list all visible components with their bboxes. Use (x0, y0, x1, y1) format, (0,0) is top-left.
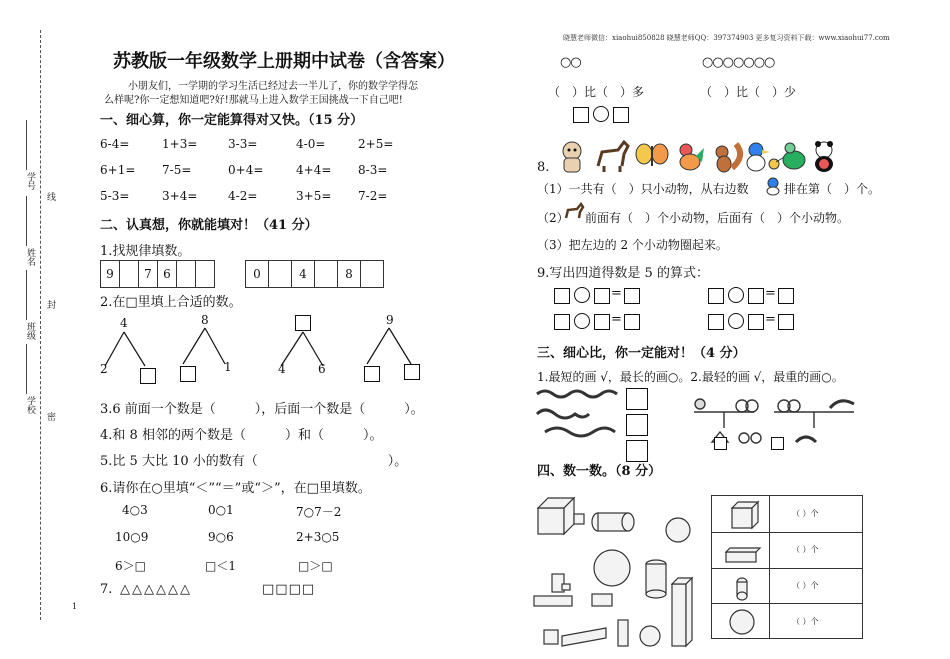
calc-cell: 6+1= (100, 163, 136, 177)
eq-box[interactable] (624, 314, 640, 330)
compare-item[interactable]: 10○9 (115, 530, 149, 544)
tree-3 (281, 332, 323, 366)
seq-cell[interactable] (120, 261, 139, 287)
count-answer[interactable]: （ ）个 (792, 545, 819, 554)
tree-3-top-box[interactable] (295, 315, 311, 331)
tree-1-right-box[interactable] (140, 368, 156, 384)
tree-3-right: 6 (318, 362, 326, 376)
q8-part3: （3）把左边的 2 个小动物圈起来。 (537, 238, 728, 252)
compare-item[interactable]: 7○7－2 (296, 505, 342, 519)
rooster-icon (680, 144, 704, 170)
binding-dashed-line (40, 30, 41, 620)
tree-3-left: 4 (278, 362, 286, 376)
calc-cell: 6-4= (100, 137, 130, 151)
scale-answer-box[interactable] (714, 437, 727, 450)
q8-part1-end: 排在第（ ）个。 (784, 182, 881, 196)
eq-box[interactable] (748, 314, 764, 330)
calc-cell: 4-0= (296, 137, 326, 151)
side-label-secret: 密 (45, 412, 55, 421)
seq-cell[interactable] (269, 261, 292, 287)
sequence-2 (245, 260, 384, 288)
circles-row-b: ○○○○○○○ (702, 55, 775, 70)
calc-cell: 8-3= (358, 163, 388, 177)
compare-item[interactable]: 9○6 (208, 530, 234, 544)
eq-box[interactable] (708, 314, 724, 330)
student-id-blank[interactable] (26, 120, 27, 170)
section1-heading: 一、细心算，你一定能算得对又快。（15 分） (100, 113, 364, 128)
eq-circle[interactable] (574, 287, 590, 303)
compare-item[interactable]: 2+3○5 (296, 530, 340, 544)
eq-box[interactable] (624, 288, 640, 304)
name-blank[interactable] (26, 196, 27, 246)
seq-cell: 6 (158, 261, 177, 287)
duck-icon (747, 143, 770, 171)
calc-cell: 5-3= (100, 189, 130, 203)
question-3: 3.6 前面一个数是（ ），后面一个数是（ ）。 (100, 402, 424, 417)
equals-sign: = (765, 312, 776, 327)
seq-cell[interactable] (315, 261, 338, 287)
answer-box[interactable] (613, 107, 629, 123)
eq-box[interactable] (554, 314, 570, 330)
calc-cell: 3-3= (228, 137, 258, 151)
count-answer[interactable]: （ ）个 (792, 509, 819, 518)
eq-box[interactable] (778, 288, 794, 304)
tree-1-left: 2 (100, 362, 108, 376)
count-table (711, 495, 863, 639)
question-1: 1.找规律填数。 (100, 244, 191, 259)
side-label-class: 班级 (25, 322, 35, 340)
side-label-line: 线 (45, 192, 55, 201)
q7-triangles: △△△△△△ (120, 582, 192, 597)
seq-cell: 8 (338, 261, 361, 287)
side-label-school: 学校 (25, 396, 35, 414)
ropes-figure (535, 386, 625, 446)
question-7: 7. (100, 582, 113, 597)
eq-box[interactable] (748, 288, 764, 304)
tree-4-right-box[interactable] (404, 364, 420, 380)
eq-box[interactable] (594, 288, 610, 304)
side-label-seal: 封 (45, 300, 55, 309)
q8-part2: （2） (537, 211, 569, 225)
horse-icon (598, 142, 628, 172)
sequence-1 (100, 260, 215, 288)
compare-item[interactable]: 6＞□ (115, 559, 146, 573)
count-answer[interactable]: （ ）个 (792, 581, 819, 590)
eq-box[interactable] (778, 314, 794, 330)
section3-question: 1.最短的画 √，最长的画○。2.最轻的画 √，最重的画○。 (537, 370, 844, 384)
compare-less[interactable]: （ ）比（ ）少 (700, 85, 797, 99)
cat-icon (563, 142, 581, 172)
calc-cell: 7-5= (162, 163, 192, 177)
q7-squares: □□□□ (262, 582, 316, 597)
seq-cell[interactable] (196, 261, 214, 287)
compare-item[interactable]: □＞□ (298, 559, 333, 573)
eq-box[interactable] (554, 288, 570, 304)
tree-2 (183, 328, 225, 364)
turtle-icon (783, 143, 805, 169)
section2-heading: 二、认真想，你就能填对！（41 分） (100, 218, 318, 233)
question-9: 9.写出四道得数是 5 的算式： (537, 266, 709, 281)
calc-cell: 2+5= (358, 137, 394, 151)
circles-row-a: ○○ (560, 55, 581, 70)
compare-item[interactable]: □＜1 (205, 559, 236, 573)
horse-inline-icon (563, 202, 585, 222)
tree-2-right: 1 (224, 360, 232, 374)
question-4: 4.和 8 相邻的两个数是（ ）和（ ）。 (100, 428, 383, 443)
q8-part2-end: 前面有（ ）个小动物，后面有（ ）个小动物。 (585, 211, 850, 225)
calc-cell: 3+5= (296, 189, 332, 203)
calc-cell: 3+4= (162, 189, 198, 203)
q8-part1: （1）一共有（ ）只小动物，从右边数 (537, 182, 749, 196)
compare-more[interactable]: （ ）比（ ）多 (548, 85, 645, 99)
equals-sign: = (611, 286, 622, 301)
seq-cell[interactable] (177, 261, 196, 287)
table-shape-icons (722, 500, 762, 636)
animal-row (560, 136, 845, 176)
calc-cell: 4+4= (296, 163, 332, 177)
class-blank[interactable] (26, 270, 27, 320)
compare-item[interactable]: 4○3 (122, 503, 148, 517)
calc-cell: 7-2= (358, 189, 388, 203)
header-note: 晓慧老师微信：xiaohui850828 晓慧老师QQ：397374903 更多复习资料下载：www.xiaohui77.com (563, 34, 890, 42)
eq-box[interactable] (708, 288, 724, 304)
section4-heading: 四、数一数。（8 分） (537, 464, 662, 479)
question-8: 8. (537, 160, 550, 175)
section3-heading: 三、细心比，你一定能对！（4 分） (537, 346, 746, 361)
eq-circle[interactable] (728, 287, 744, 303)
tree-2-left-box[interactable] (180, 366, 196, 382)
seq-cell[interactable] (361, 261, 383, 287)
side-label-student-id: 学号 (25, 172, 35, 190)
eq-circle[interactable] (574, 313, 590, 329)
page-title: 苏教版一年级数学上册期中试卷（含答案） (113, 51, 455, 72)
tree-4 (367, 328, 411, 364)
panda-icon (815, 141, 833, 172)
question-2: 2.在□里填上合适的数。 (100, 295, 242, 310)
question-5: 5.比 5 大比 10 小的数有（ ）。 (100, 454, 408, 469)
tree-4-top: 9 (386, 313, 394, 327)
solids-figure (532, 488, 702, 656)
rope-answer-box-3[interactable] (626, 440, 648, 462)
intro-line-2: 么样呢?你一定想知道吧?好!那就马上进入数学王国挑战一下自己吧! (104, 95, 403, 106)
squirrel-icon (716, 144, 740, 172)
tree-1-top: 4 (120, 316, 128, 330)
eq-box[interactable] (594, 314, 610, 330)
seq-cell: 9 (101, 261, 120, 287)
calc-cell: 0+4= (228, 163, 264, 177)
tree-2-top: 8 (201, 313, 209, 327)
question-6: 6.请你在○里填“＜”“＝”或“＞”，在□里填数。 (100, 481, 371, 496)
intro-line-1: 小朋友们，一学期的学习生活已经过去一半儿了，你的数学学得怎 (128, 81, 418, 92)
rope-answer-box-1[interactable] (626, 388, 648, 410)
equals-sign: = (611, 312, 622, 327)
answer-circle[interactable] (593, 106, 609, 122)
school-blank[interactable] (26, 344, 27, 394)
butterfly-icon (636, 144, 668, 166)
scale-answer-box[interactable] (771, 437, 784, 450)
rope-answer-box-2[interactable] (626, 414, 648, 436)
table-divider (769, 496, 770, 638)
eq-circle[interactable] (728, 313, 744, 329)
compare-item[interactable]: 0○1 (208, 503, 234, 517)
answer-box[interactable] (573, 107, 589, 123)
calc-cell: 1+3= (162, 137, 198, 151)
tree-1 (105, 332, 145, 366)
seq-cell: 4 (292, 261, 315, 287)
count-answer[interactable]: （ ）个 (792, 617, 819, 626)
side-label-name: 姓名 (25, 248, 35, 266)
calc-cell: 4-2= (228, 189, 258, 203)
duck-inline-icon (764, 176, 784, 196)
equals-sign: = (765, 286, 776, 301)
seq-cell: 0 (246, 261, 269, 287)
seq-cell: 7 (139, 261, 158, 287)
page-number: 1 (72, 602, 78, 611)
tree-4-left-box[interactable] (364, 366, 380, 382)
